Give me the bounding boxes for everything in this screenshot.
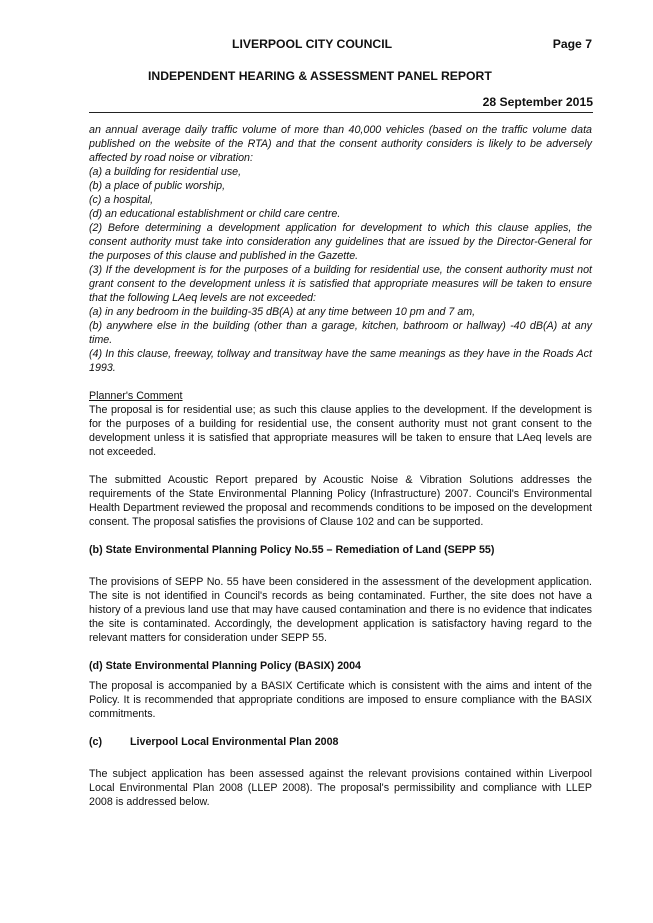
- quote-paragraph: (c) a hospital,: [89, 194, 154, 206]
- llep-heading: [89, 735, 592, 749]
- council-name: LIVERPOOL CITY COUNCIL: [232, 37, 393, 51]
- planner-comment-paragraph: The submitted Acoustic Report prepared by Acoustic Noise & Vibration Solutions addresses the requirements of the State Environmental Planning Policy (Infrastructure) 2007. Council's Environmental Health Department reviewed the proposal and recommends conditions to be imposed on the development consent. The proposal satisfies the provisions of Clause 102 and can be supported.: [89, 474, 592, 528]
- planner-comment-title: Planner's Comment: [89, 390, 183, 402]
- page-number: Page 7: [552, 37, 592, 51]
- basix-heading: (d) State Environmental Planning Policy (BASIX) 2004: [89, 660, 361, 672]
- quote-paragraph: (a) in any bedroom in the building-35 dB(A) at any time between 10 pm and 7 am,: [89, 306, 476, 318]
- quote-paragraph: (d) an educational establishment or child care centre.: [89, 208, 341, 220]
- report-title: INDEPENDENT HEARING & ASSESSMENT PANEL REPORT: [148, 69, 492, 83]
- llep-heading-text: Liverpool Local Environmental Plan 2008: [130, 736, 339, 748]
- quote-paragraph: (b) anywhere else in the building (other than a garage, kitchen, bathroom or hallway) -40 dB(A) at any time.: [89, 320, 592, 346]
- quote-paragraph: (4) In this clause, freeway, tollway and transitway have the same meanings as they have in the Roads Act 1993.: [89, 348, 592, 374]
- basix-paragraph: The proposal is accompanied by a BASIX Certificate which is consistent with the aims and intent of the Policy. It is recommended that appropriate conditions are imposed to ensure compliance with the BASIX commitments.: [89, 680, 592, 720]
- report-date: 28 September 2015: [482, 95, 593, 109]
- quote-paragraph: an annual average daily traffic volume of more than 40,000 vehicles (based on the traffic volume data published on the website of the RTA) and that the consent authority considers is likely to be adversely affected by road noise or vibration:: [89, 124, 592, 164]
- llep-paragraph: The subject application has been assessed against the relevant provisions contained within Liverpool Local Environmental Plan 2008 (LLEP 2008). The proposal's permissibility and compliance with LLEP 2008 is addressed below.: [89, 768, 592, 808]
- sepp55-heading: (b) State Environmental Planning Policy No.55 – Remediation of Land (SEPP 55): [89, 544, 495, 556]
- planner-comment-paragraph: The proposal is for residential use; as such this clause applies to the development. If the development is for the purposes of a building for residential use, the consent authority must not grant consent to the development unless it is satisfied that appropriate measures will be taken to ensure that LAeq levels are not exceeded.: [89, 404, 592, 458]
- header-divider: [89, 112, 593, 113]
- quote-paragraph: (a) a building for residential use,: [89, 166, 242, 178]
- document-body: [89, 123, 592, 809]
- quote-paragraph: (b) a place of public worship,: [89, 180, 226, 192]
- quote-paragraph: (2) Before determining a development application for development to which this clause applies, the consent authority must take into consideration any guidelines that are issued by the Director-General for the purposes of this clause and published in the Gazette.: [89, 222, 592, 262]
- quote-paragraph: (3) If the development is for the purposes of a building for residential use, the consent authority must not grant consent to the development unless it is satisfied that appropriate measures will be taken to ensure that the following LAeq levels are not exceeded:: [89, 264, 592, 304]
- clause-quote: [89, 123, 592, 375]
- sepp55-paragraph: The provisions of SEPP No. 55 have been considered in the assessment of the development application. The site is not identified in Council's records as being contaminated. Further, the site does not have a history of a previous land use that may have caused contamination and there is no evidence that indicates the site is contaminated. Accordingly, the development application is satisfactory having regard to the relevant matters for consideration under SEPP 55.: [89, 576, 592, 644]
- llep-heading-label: (c): [89, 736, 103, 748]
